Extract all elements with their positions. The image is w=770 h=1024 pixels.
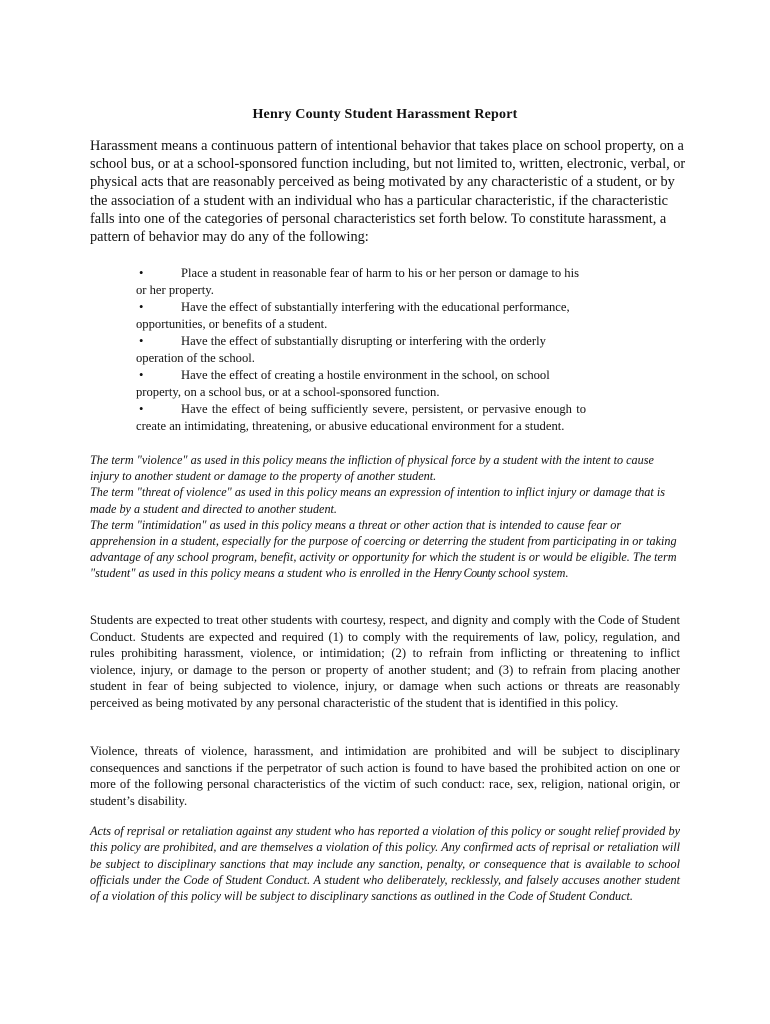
list-item [136, 299, 586, 333]
threat-of-violence-definition: The term "threat of violence" as used in this policy means an expression of intention to inflict injury or damage that is made by a student and directed to another student. [90, 485, 665, 516]
harassment-behavior-list [136, 265, 586, 435]
bullet-icon: • [139, 300, 144, 314]
student-expectations-paragraph: Students are expected to treat other students with courtesy, respect, and dignity and comply with the Code of Student Conduct. Students are expected and required (1) to comply with the requirements of law, policy, regulation, and rules prohibiting harassment, violence, or intimidation; (2) to refrain from inflicting or threatening to inflict violence, injury, or damage to the person or property of another student; and (3) to refrain from placing another student in fear of being subjected to violence, injury, or damage when such actions or threats are reasonably perceived as being motivated by any personal characteristic of the student that is identified in this policy. [90, 613, 680, 710]
intimidation-definition-text: The term "intimidation" as used in this policy means a threat or other action that is intended to cause fear or apprehension in a student, especially for the purpose of coercing or deterring the student from participating in or taking advantage of any school program, benefit, activity or opportunity for which the student is or would be eligible. The term "student" as used in this policy means a student who is enrolled in the [90, 517, 677, 581]
list-item-text: Have the effect of being sufficiently severe, persistent, or pervasive enough to create an intimidating, threatening, or abusive educational environment for a student. [136, 402, 586, 433]
list-item [136, 265, 586, 299]
bullet-icon: • [139, 368, 144, 382]
bullet-icon: • [139, 266, 144, 280]
document-title: Henry County Student Harassment Report [252, 107, 518, 122]
county-name: Henry County [433, 566, 496, 581]
list-item [136, 401, 586, 435]
intimidation-definition [90, 517, 680, 582]
list-item-text: Have the effect of creating a hostile environment in the school, on school property, on a school bus, or at a school-sponsored function. [136, 368, 550, 399]
term-definitions [90, 452, 680, 582]
bullet-icon: • [139, 402, 144, 416]
reprisal-paragraph: Acts of reprisal or retaliation against any student who has reported a violation of this policy or sought relief provided by this policy are prohibited, and are themselves a violation of this policy. Any confirmed acts of reprisal or retaliation will be subject to disciplinary sanctions that may include any sanction, penalty, or consequence that is available to school officials under the Code of Student Conduct. A student who deliberately, recklessly, and falsely accuses another student of a violation of this policy will be subject to disciplinary sanctions as outlined in the Code of Student Conduct. [90, 824, 680, 904]
prohibited-conduct-paragraph: Violence, threats of violence, harassment, and intimidation are prohibited and will be subject to disciplinary consequences and sanctions if the perpetrator of such action is found to have based the prohibited action on one or more of the following personal characteristics of the victim of such conduct: race, sex, religion, national origin, or student’s disability. [90, 744, 680, 808]
intimidation-definition-end: school system. [495, 566, 569, 581]
list-item [136, 333, 586, 367]
harassment-definition-paragraph: Harassment means a continuous pattern of intentional behavior that takes place on school property, on a school bus, or at a school-sponsored function including, but not limited to, written, electronic, verbal, or physical acts that are reasonably perceived as being motivated by any characteristic of a student, or by the association of a student with an individual who has a particular characteristic, if the characteristic falls into one of the categories of personal characteristics set forth below. To constitute harassment, a pattern of behavior may do any of the following: [90, 138, 686, 246]
bullet-icon: • [139, 334, 144, 348]
list-item-text: Place a student in reasonable fear of harm to his or her person or damage to his or her property. [136, 266, 579, 297]
violence-definition: The term "violence" as used in this policy means the infliction of physical force by a student with the intent to cause injury to another student or damage to the property of another student. [90, 453, 654, 484]
list-item-text: Have the effect of substantially disrupting or interfering with the orderly operation of the school. [136, 334, 546, 365]
list-item [136, 367, 586, 401]
list-item-text: Have the effect of substantially interfering with the educational performance, opportunities, or benefits of a student. [136, 300, 570, 331]
